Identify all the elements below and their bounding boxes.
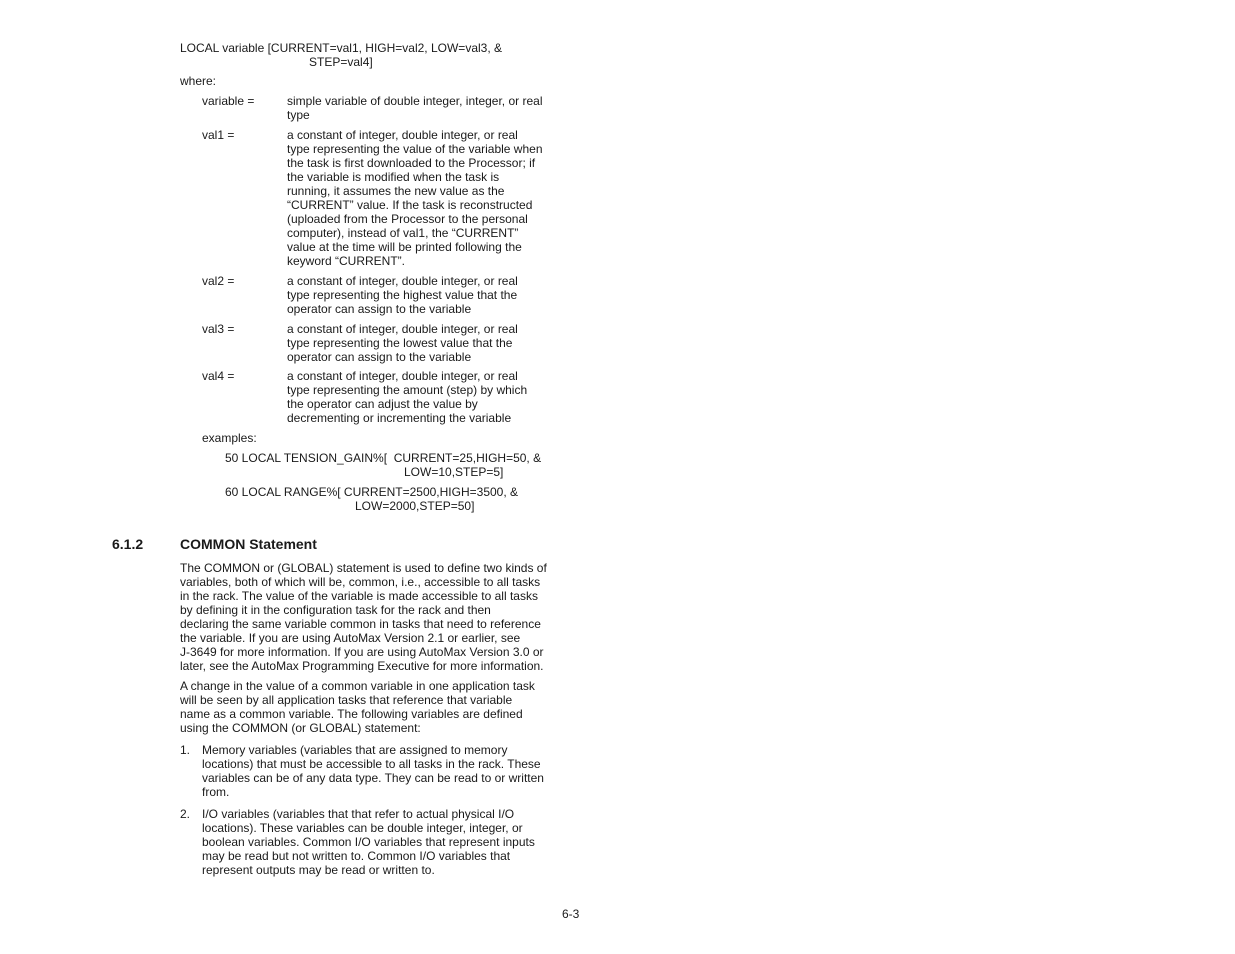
definition-text <box>287 369 567 425</box>
examples-label: examples: <box>202 431 257 445</box>
list-item-line: Memory variables (variables that are assigned to memory <box>202 743 508 757</box>
list-item-number: 2. <box>180 807 191 821</box>
page-number: 6-3 <box>562 907 580 921</box>
definition-line: type representing the lowest value that the <box>287 336 513 350</box>
definition-line: running, it assumes the new value as the <box>287 184 505 198</box>
paragraph-line: J-3649 for more information. If you are using AutoMax Version 3.0 or <box>180 645 544 659</box>
definition-term: val2 = <box>202 274 235 288</box>
definition-term: variable = <box>202 94 255 108</box>
paragraph-line: A change in the value of a common variable in one application task <box>180 679 535 693</box>
where-label: where: <box>180 74 217 88</box>
section-number: 6.1.2 <box>112 536 144 552</box>
example-2-line-1: 60 LOCAL RANGE%[ CURRENT=2500,HIGH=3500, & <box>225 485 519 499</box>
paragraph-line: variables, both of which will be, common, i.e., accessible to all tasks <box>180 575 541 589</box>
definition-line: “CURRENT” value. If the task is reconstructed <box>287 198 533 212</box>
definition-term: val3 = <box>202 322 235 336</box>
definition-line: the task is first downloaded to the Processor; if <box>287 156 536 170</box>
definition-text <box>287 274 567 316</box>
definition-line: decrementing or incrementing the variable <box>287 411 512 425</box>
definition-line: a constant of integer, double integer, or real <box>287 274 518 288</box>
definition-text <box>287 322 567 364</box>
list-item-line: may be read but not written to. Common I/O variables that <box>202 849 511 863</box>
definition-line: operator can assign to the variable <box>287 350 472 364</box>
paragraph-line: will be seen by all application tasks that reference that variable <box>180 693 513 707</box>
definition-line: a constant of integer, double integer, or real <box>287 322 518 336</box>
paragraph-line: using the COMMON (or GLOBAL) statement: <box>180 721 421 735</box>
definition-text <box>287 128 567 268</box>
definition-text <box>287 94 567 122</box>
example-2-line-2: LOW=2000,STEP=50] <box>355 499 475 513</box>
list-item-line: represent outputs may be read or written to. <box>202 863 435 877</box>
example-1-line-1: 50 LOCAL TENSION_GAIN%[ CURRENT=25,HIGH=50, & <box>225 451 542 465</box>
example-1-line-2: LOW=10,STEP=5] <box>404 465 504 479</box>
definition-line: simple variable of double integer, integer, or real <box>287 94 543 108</box>
list-item <box>202 807 572 877</box>
paragraph-line: declaring the same variable common in tasks that need to reference <box>180 617 541 631</box>
paragraph-line: by defining it in the configuration task for the rack and then <box>180 603 491 617</box>
definition-line: keyword “CURRENT”. <box>287 254 406 268</box>
paragraph-line: in the rack. The value of the variable is made accessible to all tasks <box>180 589 538 603</box>
definition-line: (uploaded from the Processor to the personal <box>287 212 528 226</box>
definition-line: the variable is modified when the task is <box>287 170 500 184</box>
syntax-line-1: LOCAL variable [CURRENT=val1, HIGH=val2, LOW=val3, & <box>180 41 503 55</box>
paragraph-line: name as a common variable. The following variables are defined <box>180 707 523 721</box>
list-item-number: 1. <box>180 743 191 757</box>
definition-line: type <box>287 108 310 122</box>
list-item-line: I/O variables (variables that that refer to actual physical I/O <box>202 807 515 821</box>
list-item-line: boolean variables. Common I/O variables that represent inputs <box>202 835 535 849</box>
definition-line: type representing the value of the variable when <box>287 142 543 156</box>
definition-line: the operator can adjust the value by <box>287 397 478 411</box>
list-item-line: locations). These variables can be double integer, integer, or <box>202 821 523 835</box>
definition-line: type representing the amount (step) by which <box>287 383 528 397</box>
paragraph-line: The COMMON or (GLOBAL) statement is used to define two kinds of <box>180 561 547 575</box>
definition-line: operator can assign to the variable <box>287 302 472 316</box>
definition-line: type representing the highest value that the <box>287 288 518 302</box>
section-title: COMMON Statement <box>180 536 317 552</box>
paragraph-1 <box>180 561 570 673</box>
list-item-line: variables can be of any data type. They can be read to or written <box>202 771 544 785</box>
paragraph-line: the variable. If you are using AutoMax Version 2.1 or earlier, see <box>180 631 521 645</box>
definition-term: val1 = <box>202 128 235 142</box>
paragraph-line: later, see the AutoMax Programming Executive for more information. <box>180 659 544 673</box>
list-item-line: locations) that must be accessible to all tasks in the rack. These <box>202 757 541 771</box>
definition-line: computer), instead of val1, the “CURRENT” <box>287 226 519 240</box>
list-item <box>202 743 572 799</box>
paragraph-2 <box>180 679 570 735</box>
list-item-line: from. <box>202 785 230 799</box>
syntax-line-2: STEP=val4] <box>309 55 373 69</box>
definition-line: a constant of integer, double integer, or real <box>287 369 518 383</box>
definition-line: a constant of integer, double integer, or real <box>287 128 518 142</box>
definition-term: val4 = <box>202 369 235 383</box>
definition-line: value at the time will be printed following the <box>287 240 522 254</box>
